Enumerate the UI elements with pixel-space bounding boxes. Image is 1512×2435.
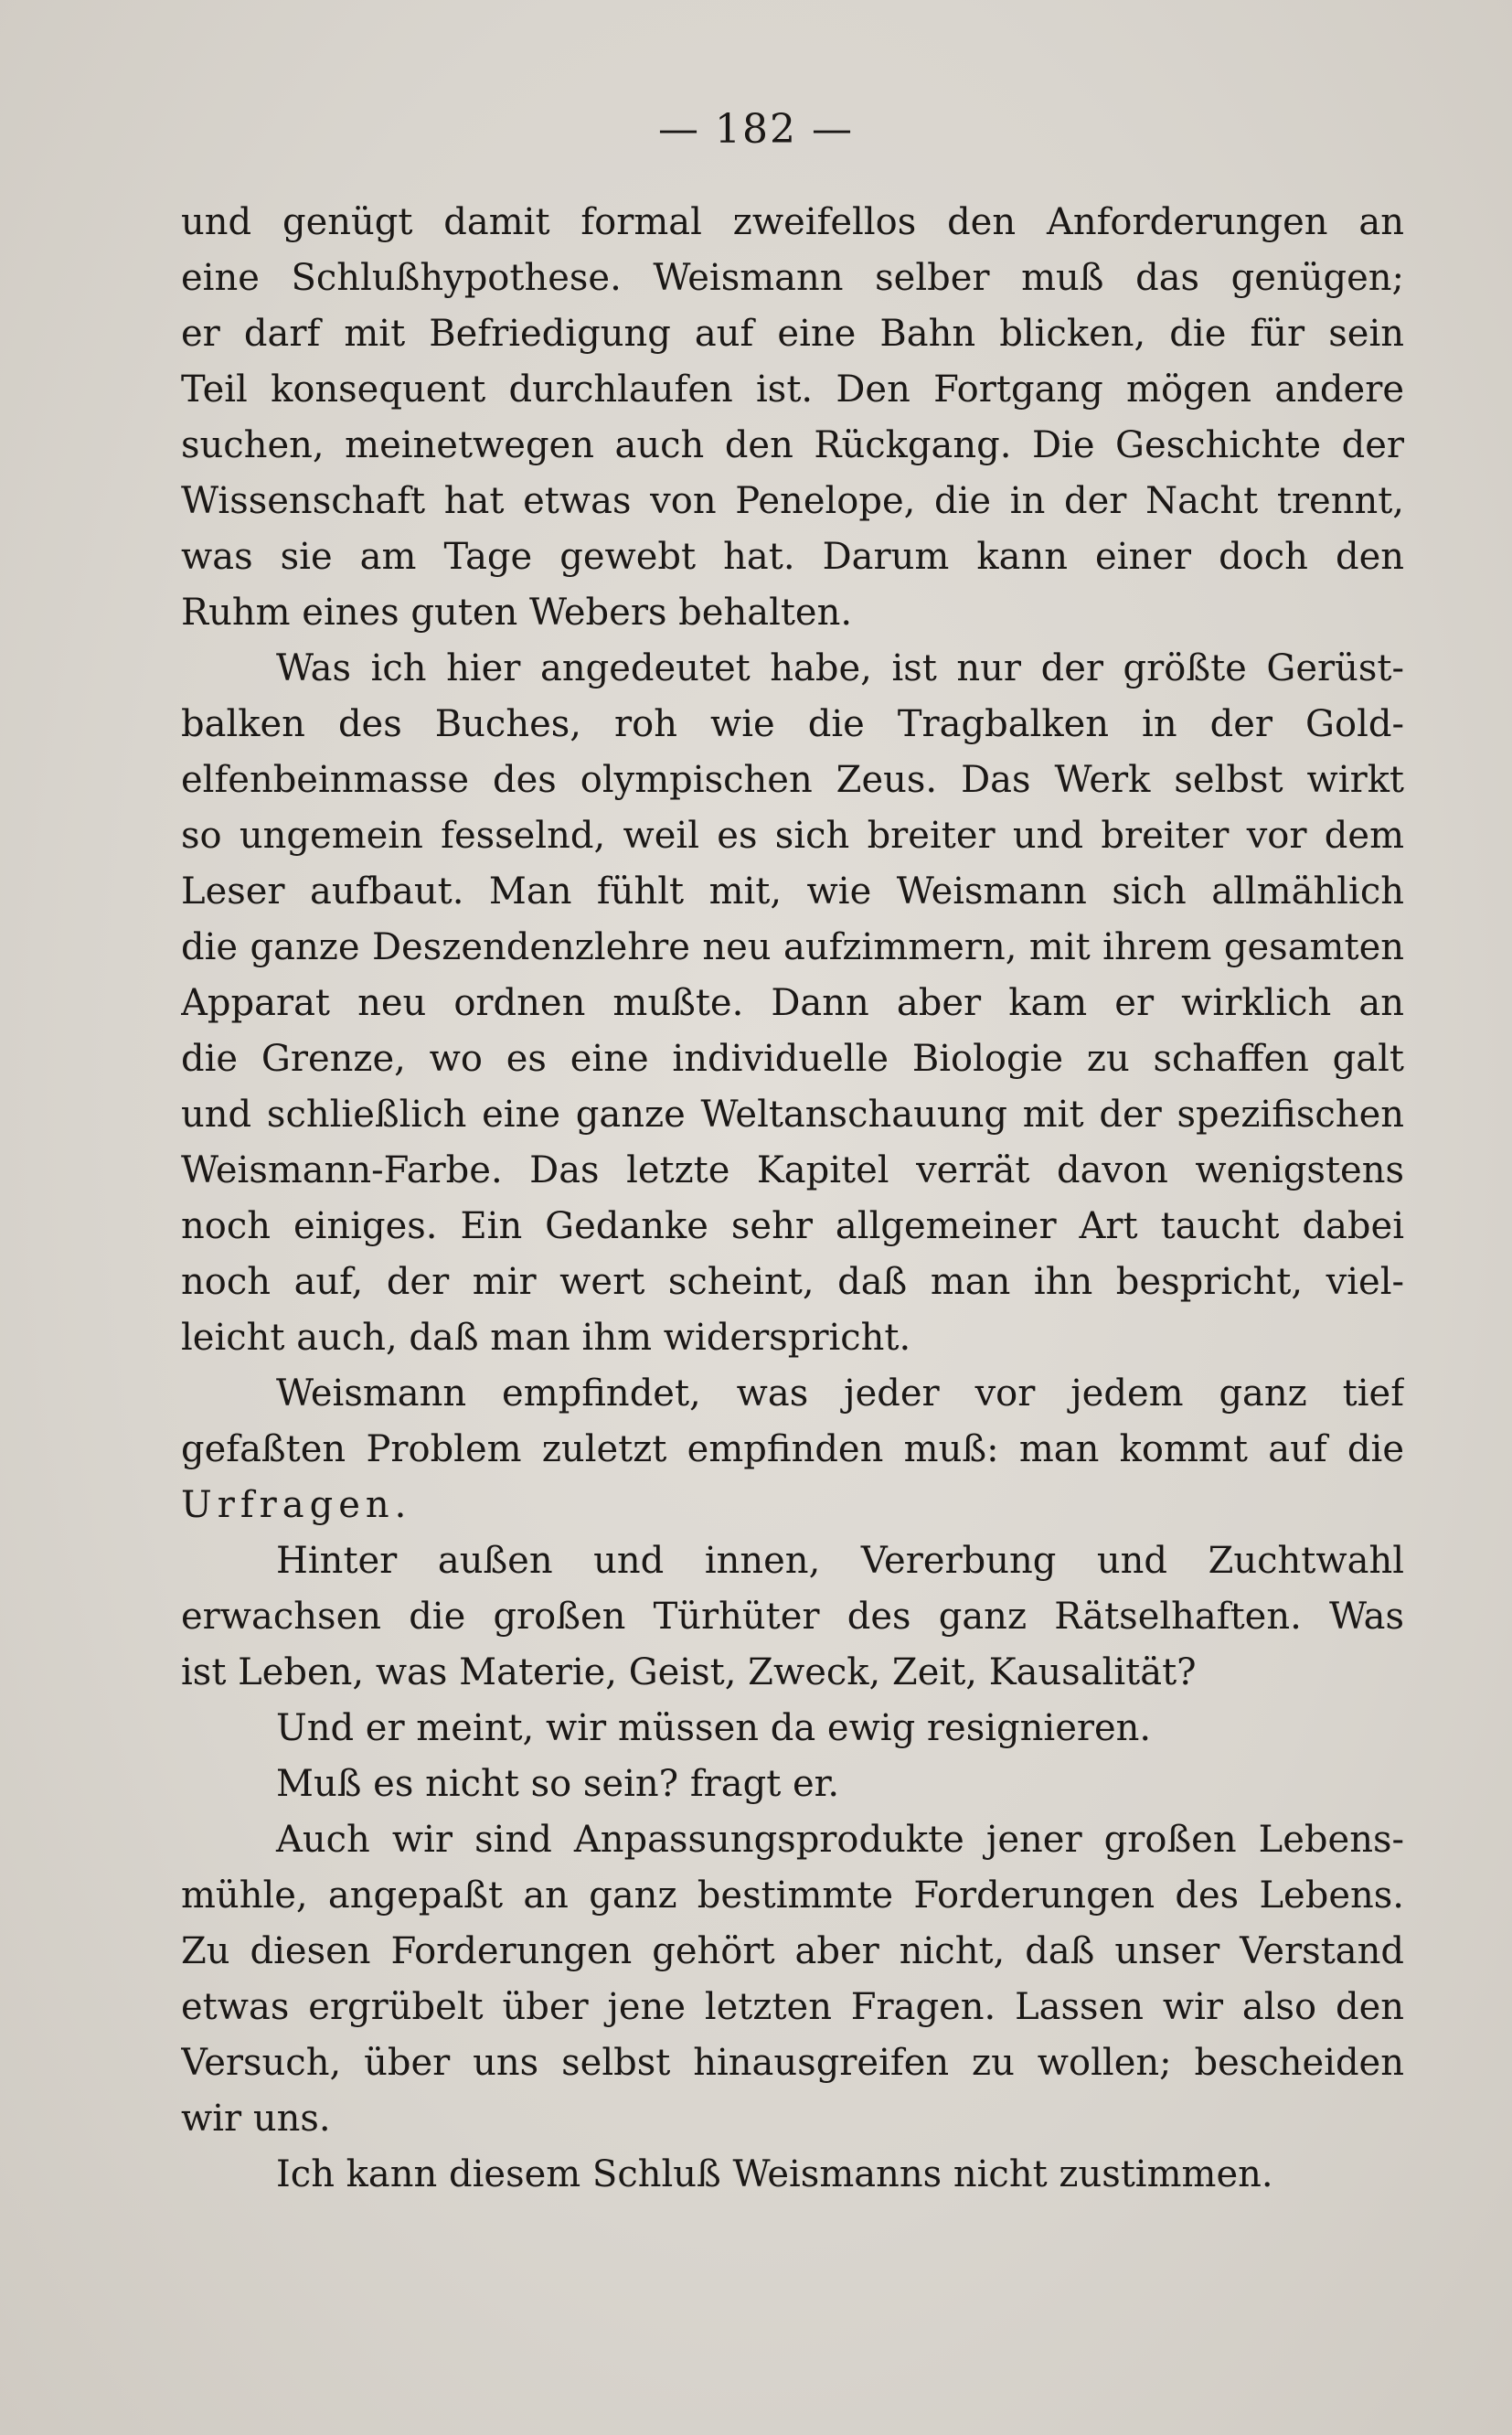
text-line: balken des Buches, roh wie die Tragbalken in der Gold- [181, 703, 1404, 745]
text-line: Was ich hier angedeutet habe, ist nur der größte Gerüst- [276, 647, 1404, 689]
text-line: so ungemein fesselnd, weil es sich breiter und breiter vor dem [181, 815, 1404, 857]
text-line: Weismann empfindet, was jeder vor jedem ganz tief [276, 1372, 1404, 1415]
page-number: — 182 — [658, 106, 854, 153]
text-line: suchen, meinetwegen auch den Rückgang. Die Geschichte der [181, 424, 1404, 466]
text-line: elfenbeinmasse des olympischen Zeus. Das Werk selbst wirkt [181, 759, 1404, 801]
text-line: Auch wir sind Anpassungsprodukte jener großen Lebens- [276, 1819, 1404, 1861]
text-line: Urfragen. [181, 1484, 412, 1526]
text-line: erwachsen die großen Türhüter des ganz Rätselhaften. Was [181, 1596, 1404, 1638]
text-line: noch einiges. Ein Gedanke sehr allgemeiner Art taucht dabei [181, 1205, 1404, 1247]
text-line: mühle, angepaßt an ganz bestimmte Forderungen des Lebens. [181, 1874, 1404, 1917]
text-line: Wissenschaft hat etwas von Penelope, die in der Nacht trennt, [181, 480, 1404, 522]
text-line: Ruhm eines guten Webers behalten. [181, 592, 853, 634]
text-line: etwas ergrübelt über jene letzten Fragen. Lassen wir also den [181, 1986, 1404, 2028]
body-text [181, 195, 1404, 2203]
text-line: Zu diesen Forderungen gehört aber nicht, daß unser Verstand [181, 1930, 1404, 1972]
text-line: eine Schlußhypothese. Weismann selber muß das genügen; [181, 257, 1404, 299]
text-line: Und er meint, wir müssen da ewig resignieren. [276, 1707, 1152, 1749]
text-line: Muß es nicht so sein? fragt er. [276, 1763, 840, 1805]
text-line: ist Leben, was Materie, Geist, Zweck, Zeit, Kausalität? [181, 1651, 1197, 1693]
text-line: er darf mit Befriedigung auf eine Bahn blicken, die für sein [181, 313, 1404, 355]
text-line: Teil konsequent durchlaufen ist. Den Fortgang mögen andere [181, 368, 1404, 411]
text-line: und genügt damit formal zweifellos den Anforderungen an [181, 201, 1404, 243]
text-line: die Grenze, wo es eine individuelle Biologie zu schaffen galt [181, 1038, 1404, 1080]
text-line: gefaßten Problem zuletzt empfinden muß: man kommt auf die [181, 1428, 1404, 1470]
text-line: wir uns. [181, 2098, 331, 2140]
text-line: noch auf, der mir wert scheint, daß man ihn bespricht, viel- [181, 1261, 1404, 1303]
text-line: Versuch, über uns selbst hinausgreifen zu wollen; bescheiden [181, 2042, 1404, 2084]
text-line: Ich kann diesem Schluß Weismanns nicht zustimmen. [276, 2153, 1273, 2195]
text-line: was sie am Tage gewebt hat. Darum kann einer doch den [181, 536, 1404, 578]
text-line: leicht auch, daß man ihm widerspricht. [181, 1317, 911, 1359]
text-line: Apparat neu ordnen mußte. Dann aber kam er wirklich an [181, 982, 1404, 1024]
text-line: Hinter außen und innen, Vererbung und Zuchtwahl [276, 1540, 1404, 1582]
text-line: Weismann-Farbe. Das letzte Kapitel verrät davon wenigstens [181, 1149, 1404, 1191]
text-line: die ganze Deszendenzlehre neu aufzimmern, mit ihrem gesamten [181, 926, 1404, 968]
text-line: Leser aufbaut. Man fühlt mit, wie Weismann sich allmählich [181, 870, 1404, 913]
text-line: und schließlich eine ganze Weltanschauung mit der spezifischen [181, 1094, 1404, 1136]
